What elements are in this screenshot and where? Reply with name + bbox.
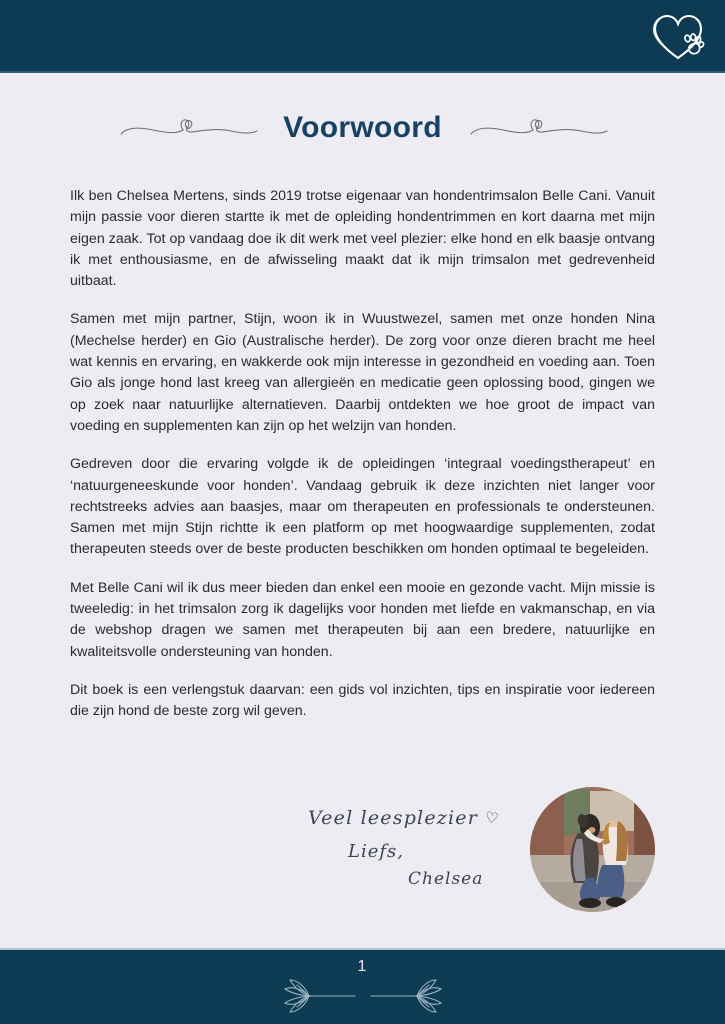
- signature-line-1: [308, 807, 500, 829]
- signature-line-2: Liefs,: [348, 841, 404, 862]
- handwritten-signature: [300, 801, 520, 901]
- header-band: [0, 0, 725, 73]
- signature-line-3: Chelsea: [408, 869, 484, 889]
- footer-ornament-icon: [263, 976, 463, 1016]
- footer-band: [0, 948, 725, 1024]
- title-row: [0, 100, 725, 156]
- signature-area: [0, 783, 725, 923]
- paragraph-4: Met Belle Cani wil ik dus meer bieden dan enkel een mooie en gezonde vacht. Mijn missie is tweeledig: in het trimsalon zorg ik dagelijks voor honden met liefde en vakmanschap, en via de webshop dragen we samen met therapeuten bij aan een bredere, natuurlijke en kwaliteitsvolle ondersteuning van honden.: [70, 579, 655, 660]
- paragraph-3: Gedreven door die ervaring volgde ik de opleidingen ‘integraal voedingstherapeut’ en ‘natuurgeneeskunde voor honden’. Vandaag gebruik ik deze inzichten niet langer voor rechtstreeks advies aan baasjes, maar om therapeuten en professionals te ondersteunen. Samen met mijn Stijn richtte ik een platform op met hoogwaardige supplementen, zodat therapeuten steeds over de beste producten beschikken om honden optimaal te begeleiden.: [70, 456, 655, 558]
- paragraph-1: Ilk ben Chelsea Mertens, sinds 2019 trotse eigenaar van hondentrimsalon Belle Cani. Vanuit mijn passie voor dieren startte ik met de opleiding hondentrimmen en kort daarna met mijn eigen zaak. Tot op vandaag doe ik dit werk met veel plezier: elke hond en elk baasje ontvang ik met enthousiasme, en de afwisseling maakt dat ik mijn trimsalon met gedrevenheid uitbaat.: [70, 188, 655, 290]
- paragraph-5: Dit boek is een verlengstuk daarvan: een gids vol inzichten, tips en inspiratie voor iedereen die zijn hond de beste zorg wil geven.: [70, 681, 655, 720]
- body-copy: [70, 186, 655, 723]
- right-flourish-icon: [463, 106, 613, 150]
- author-photo: [530, 787, 655, 912]
- heart-icon: ♡: [484, 808, 502, 828]
- page-number: 1: [357, 958, 368, 975]
- heart-paw-logo: [649, 8, 707, 66]
- left-flourish-icon: [113, 106, 263, 150]
- paragraph-2: Samen met mijn partner, Stijn, woon ik in Wuustwezel, samen met onze honden Nina (Mechelse herder) en Gio (Australische herder). De zorg voor onze dieren bracht me heel wat kennis en ervaring, en wakkerde ook mijn interesse in gezondheid en voeding aan. Toen Gio als jonge hond last kreeg van allergieën en medicatie geen oplossing bood, gingen we op zoek naar natuurlijke alternatieven. Daarbij ontdekten we hoe groot de impact van voeding en supplementen kan zijn op het welzijn van honden.: [70, 311, 655, 434]
- page-title: Voorwoord: [283, 111, 442, 144]
- signature-greeting: Veel leesplezier: [308, 807, 478, 829]
